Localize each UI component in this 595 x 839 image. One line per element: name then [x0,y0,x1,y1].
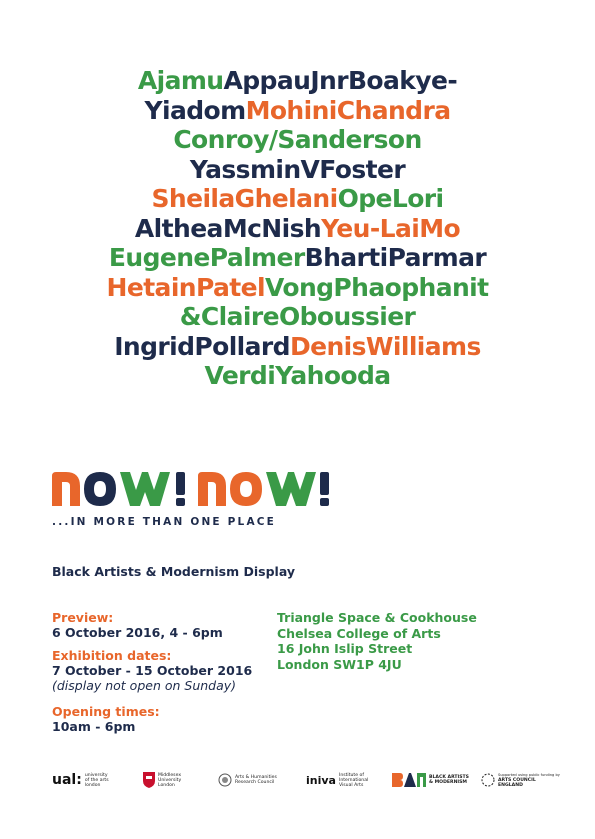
shield-icon [143,772,155,788]
artist-name: HetainPatel [106,272,265,302]
artist-name: SheilaGhelani [151,184,338,213]
display-title: Black Artists & Modernism Display [52,564,296,579]
artist-names-block [0,66,595,391]
venue-line-3: 16 John Islip Street [277,641,413,656]
ual-text-1: university [84,772,108,778]
arts-council-emblem-icon [481,773,495,787]
artist-name: IngridPollard [114,331,290,361]
opening-value: 10am - 6pm [52,719,136,734]
bam-text-2: & MODERNISM [429,780,468,785]
ual-text-2: of the arts [84,777,109,783]
opening-label: Opening times: [52,704,160,719]
artist-name: EugenePalmer [108,243,305,272]
ahrc-text-2: Research Council [235,780,275,785]
exhibition-value: 7 October - 15 October 2016 [52,663,253,678]
ace-text-1: Supported using public funding by [498,772,560,777]
preview-block [52,610,223,640]
arts-council-logo [481,768,560,792]
ahrc-emblem-icon [218,773,232,787]
preview-label: Preview: [52,610,114,625]
logo-tagline: ...IN MORE THAN ONE PLACE [52,516,277,528]
mdx-text-2: University [158,777,182,783]
middlesex-logo [143,768,181,792]
exhibition-block [52,648,252,693]
artist-name: YassminVFoster [189,154,406,184]
now-now-logo [52,472,332,504]
exhibition-label: Exhibition dates: [52,648,172,663]
artist-line [0,155,595,185]
exhibition-note: (display not open on Sunday) [52,678,237,693]
venue-line-1: Triangle Space & Cookhouse [277,610,477,625]
preview-value: 6 October 2016, 4 - 6pm [52,625,223,640]
ual-logo [52,768,109,792]
artist-line [0,125,595,155]
ahrc-logo [218,768,277,792]
artist-name: Yeu-LaiMo [321,213,461,243]
artist-name: BhartiParmar [304,243,487,272]
artist-line [0,332,595,362]
artist-name: MohiniChandra [245,95,451,125]
artist-name: DenisWilliams [289,331,481,361]
artist-name: Yiadom [144,95,246,125]
partner-logos [0,768,595,792]
artist-line [0,302,595,332]
artist-name: AltheaMcNish [134,213,322,243]
ace-text-2: ARTS COUNCIL [498,777,536,783]
ual-mark: ual: [52,772,82,788]
ahrc-text-1: Arts & Humanities [235,775,277,780]
artist-name: VerdiYahooda [204,361,391,390]
artist-line [0,184,595,214]
artist-line [0,243,595,273]
artist-name: VongPhaophanit [264,272,489,302]
iniva-text-2: International [338,777,369,783]
artist-line [0,96,595,126]
iniva-mark: iniva [306,773,336,787]
venue-line-4: London SW1P 4JU [277,656,402,672]
mdx-text-3: London [158,782,175,788]
artist-line [0,214,595,244]
artist-name: OpeLori [337,184,444,213]
iniva-text-3: Visual Arts [338,782,364,788]
bam-logo [392,768,469,792]
artist-line [0,273,595,303]
ual-text-3: london [84,782,101,788]
artist-line [0,66,595,96]
artist-name: Conroy/Sanderson [173,125,422,154]
bam-text-1: BLACK ARTISTS [429,775,469,780]
opening-block [52,704,160,734]
iniva-logo [306,768,368,792]
venue-address [277,610,477,672]
artist-line [0,361,595,391]
mdx-text-1: Middlesex [158,772,182,778]
venue-line-2: Chelsea College of Arts [277,625,441,641]
artist-name: Ajamu [137,66,224,95]
bam-mark-icon [392,773,426,787]
ace-text-3: ENGLAND [498,782,523,788]
artist-name: &ClaireOboussier [179,302,416,331]
artist-name: AppauJnrBoakye- [223,66,458,95]
iniva-text-1: Institute of [338,772,364,778]
